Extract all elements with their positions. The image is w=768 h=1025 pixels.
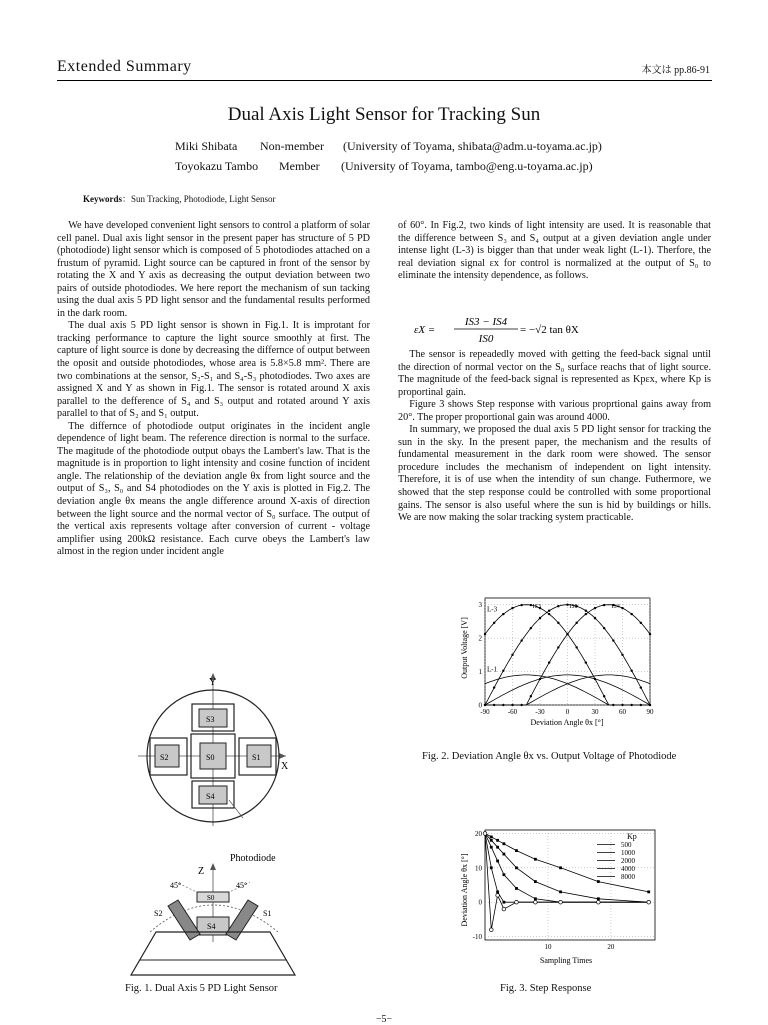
- fig2-chart: [455, 590, 675, 730]
- data-point: [612, 639, 614, 641]
- data-point: [597, 897, 600, 900]
- data-point: [557, 646, 559, 648]
- data-point: [489, 928, 493, 932]
- y-tick-label: 1: [478, 668, 482, 677]
- data-point: [515, 887, 518, 890]
- keywords: [83, 192, 276, 205]
- paragraph: Figure 3 shows Step response with various proprtional gains away from 20°. The proper proportional gain was around 4000.: [398, 399, 711, 423]
- author-1: [0, 139, 768, 155]
- label-is4: IS4: [611, 604, 620, 611]
- data-point: [490, 846, 493, 849]
- angle-right-label: 45°: [236, 881, 248, 890]
- eq-numerator: IS3 − IS4: [464, 316, 508, 328]
- data-point: [630, 613, 632, 615]
- page-number: −5−: [375, 1014, 393, 1025]
- paragraph: The sensor is repeadedly moved with getting the feed-back signal until the direction of normal vector on the S₀ surface reachs that of light source. The magnitude of the feed-back signal is represented as Kpεx, where Kp is proportinal gain.: [398, 349, 711, 398]
- data-point: [502, 669, 504, 671]
- data-point: [484, 633, 486, 635]
- data-point: [502, 873, 505, 876]
- y-tick-label: -10: [472, 933, 482, 942]
- x-tick-label: 20: [607, 943, 615, 951]
- z-axis-arrow: [210, 863, 216, 870]
- x-tick-label: -30: [535, 708, 545, 716]
- pd-s2-side: [168, 900, 200, 940]
- x-tick-label: 90: [646, 708, 654, 716]
- data-point: [502, 853, 505, 856]
- axis-label-z: Z: [198, 866, 205, 877]
- author-affil: (University of Toyama, shibata@adm.u-toyama.ac.jp): [343, 139, 602, 153]
- data-point: [630, 669, 632, 671]
- axis-label-y: Y: [209, 677, 217, 688]
- data-point: [649, 633, 651, 635]
- paragraph: The dual axis 5 PD light sensor is shown in Fig.1. It is improtant for tracking performance to capture the light source smoothly at first. The capture of light source is done by decreasing the differnce of output between the oposit and outside photodiodes, whose area is 5.8×5.8 mm². There are two combinations at the sensor, S₂-S₁ and S₄-S₃ photodiodes. Two axes are assigned X and Y as shown in Fig.1. The sensor is rotated around X axis parallel to the defference of S₄ and S₃ output and rotated around Y axis parallel to that of S₂ and S₁ output.: [57, 320, 370, 420]
- data-point: [490, 839, 493, 842]
- fig3-xlabel: Sampling Times: [539, 956, 593, 965]
- author-name: Toyokazu Tambo: [175, 159, 259, 173]
- eq-rhs: = −√2 tan θX: [520, 324, 579, 336]
- fig2-xlabel: Deviation Angle θx [°]: [530, 718, 604, 727]
- label-s3: S3: [206, 715, 215, 724]
- y-tick-label: 2: [478, 634, 482, 643]
- data-point: [559, 890, 562, 893]
- x-tick-label: 0: [565, 708, 570, 716]
- data-point: [490, 866, 493, 869]
- data-point: [585, 610, 587, 612]
- data-point: [548, 661, 550, 663]
- legend-label: 1000: [621, 849, 635, 857]
- data-point: [502, 901, 505, 904]
- author-name: Miki Shibata: [175, 139, 238, 153]
- legend-title: Kp: [627, 832, 637, 841]
- y-tick-label: 0: [478, 898, 482, 907]
- data-point: [520, 604, 522, 606]
- equation-svg: [412, 312, 592, 346]
- data-point: [534, 880, 537, 883]
- data-point: [597, 880, 600, 883]
- data-point: [557, 622, 559, 624]
- legend-label: 500: [621, 841, 632, 849]
- data-point: [496, 860, 499, 863]
- data-point: [621, 607, 623, 609]
- data-point: [557, 605, 559, 607]
- fig3-ylabel: Deviation Angle θx [°]: [460, 853, 469, 927]
- label-is0: IS0: [569, 604, 578, 611]
- data-point: [483, 832, 487, 836]
- label-s4-side: S4: [207, 922, 216, 931]
- header-left: Extended Summary: [57, 58, 192, 75]
- author-affil: (University of Toyama, tambo@eng.u-toyama.ac.jp): [341, 159, 593, 173]
- data-point: [575, 622, 577, 624]
- data-point: [597, 900, 601, 904]
- eq-lhs: εX =: [414, 324, 436, 336]
- right-column-bottom: [398, 349, 711, 525]
- label-s0: S0: [206, 753, 215, 762]
- data-point: [530, 695, 532, 697]
- angle-left-label: 45°: [170, 881, 182, 890]
- eq-denominator: IS0: [478, 333, 494, 345]
- data-point: [502, 842, 505, 845]
- data-point: [493, 686, 495, 688]
- label-s4: S4: [206, 792, 215, 801]
- keywords-label: Keywords: [83, 194, 122, 204]
- data-point: [640, 686, 642, 688]
- data-point: [511, 607, 513, 609]
- data-point: [548, 613, 550, 615]
- label-l3: L-3: [487, 605, 498, 614]
- data-point: [496, 890, 499, 893]
- keywords-sep: ：: [122, 194, 132, 204]
- data-point: [534, 897, 537, 900]
- fig3-plot-area: [473, 830, 655, 951]
- label-s2: S2: [160, 753, 169, 762]
- data-point: [520, 639, 522, 641]
- data-point: [502, 613, 504, 615]
- data-point: [585, 661, 587, 663]
- keywords-text: Sun Tracking, Photodiode, Light Sensor: [131, 194, 276, 204]
- data-point: [603, 695, 605, 697]
- x-tick-label: -60: [507, 708, 518, 716]
- data-point: [621, 654, 623, 656]
- data-point: [530, 627, 532, 629]
- data-point: [534, 900, 538, 904]
- x-tick-label: -90: [480, 708, 490, 716]
- fig2-ylabel: Output Voltage [V]: [460, 617, 469, 679]
- label-s1-side: S1: [263, 909, 272, 918]
- data-point: [640, 622, 642, 624]
- y-tick-label: 10: [475, 864, 482, 873]
- data-point: [496, 894, 500, 898]
- paragraph: The differnce of photodiode output originates in the incident angle dependence of light beam. The reference direction is normal to the surface. The magitude of the photodiode output obays the Lambert's law. That is the magnitude is in proportion to light intensity and cosine function of incident angle. The relationship of the deviation angle θx from light source and the output of S₃, S₀ and S4 photodiodes on the Y axis is plotted in Fig.2. The deviation angle θx means the angle difference around X-axis of direction between the light source and the normal vector of S₀ surface. The output of the vertical axis represents voltage after conversion of current - voltage amplifier using 200kΩ resistance. Each curve obeys the Lambert's law almost in the region under incident angle: [57, 420, 370, 558]
- data-point: [566, 633, 568, 635]
- label-l1: L-1: [487, 665, 498, 674]
- x-axis-arrow: [279, 753, 286, 759]
- data-point: [575, 646, 577, 648]
- y-tick-label: 20: [475, 829, 482, 838]
- x-tick-label: 30: [591, 708, 599, 716]
- fig3-chart: [455, 820, 677, 970]
- data-point: [603, 627, 605, 629]
- data-point: [594, 607, 596, 609]
- author-2: [0, 159, 768, 175]
- data-point: [496, 846, 499, 849]
- left-column: [57, 220, 370, 559]
- axis-label-x: X: [281, 761, 289, 772]
- label-is3: IS3: [532, 604, 542, 611]
- paragraph: In summary, we proposed the dual axis 5 PD light sensor for tracking the sun in the sky. In the present paper, the mechanism and the results of fundamental measurement in the dark room were showed. The sensor procedure includes the mechanism of independent on light intensity. Therefore, it is of use when the intendity of sun change. Futhermore, we showed that the step response could be controlled with some proportional gains. The sensor is also useful where the sun is hid by buildings or hills. We are now making the solar tracking system practicable.: [398, 424, 711, 524]
- data-point: [515, 849, 518, 852]
- data-point: [548, 610, 550, 612]
- paragraph: of 60°. In Fig.2, two kinds of light intensity are used. It is reasonable that the difference between S₃ and S₄ output at a given deviation angle under intense light (L-3) is bigger than that under weak light (L-1). Therfore, the real deviation signal εx for control is normalized at the output of S₀ to eliminate the intensity dependence, as follows.: [398, 220, 711, 282]
- data-point: [559, 900, 563, 904]
- data-point: [603, 604, 605, 606]
- data-point: [594, 617, 596, 619]
- fig3-caption: Fig. 3. Step Response: [500, 983, 592, 994]
- fig1-sensor-diagram: [128, 670, 318, 985]
- data-point: [585, 613, 587, 615]
- data-point: [490, 835, 493, 838]
- page-header: [57, 58, 712, 81]
- photodiode-callout-line: [229, 800, 243, 818]
- label-s0-side: S0: [207, 894, 215, 902]
- author-role: Member: [279, 159, 320, 173]
- pd-s1-side: [226, 900, 258, 940]
- x-tick-label: 10: [544, 943, 552, 951]
- data-point: [493, 622, 495, 624]
- data-point: [647, 890, 650, 893]
- data-point: [539, 617, 541, 619]
- data-point: [496, 839, 499, 842]
- legend-label: 4000: [621, 865, 635, 873]
- label-s2-side: S2: [154, 909, 163, 918]
- right-column-top: [398, 220, 711, 283]
- label-s1: S1: [252, 753, 261, 762]
- data-point: [534, 858, 537, 861]
- fig1-caption: Fig. 1. Dual Axis 5 PD Light Sensor: [125, 983, 278, 994]
- y-tick-label: 0: [478, 701, 482, 710]
- data-point: [515, 900, 519, 904]
- data-point: [566, 603, 568, 605]
- legend-label: 2000: [621, 857, 635, 865]
- paper-title: Dual Axis Light Sensor for Tracking Sun: [227, 104, 541, 125]
- y-tick-label: 3: [478, 601, 482, 610]
- data-point: [559, 866, 562, 869]
- fig2-plot-area: [479, 598, 655, 716]
- photodiode-label: Photodiode: [230, 853, 276, 864]
- data-point: [511, 654, 513, 656]
- data-point: [502, 907, 506, 911]
- paragraph: We have developed convenient light sensors to control a platform of solar cell panel. Dual axis light sensor in the present paper has structure of 5 PD (photodiode) light sensor which is composed of 5 photodiodes attached on a frustum of pyramid. Light source can be captured in front of the sensor by rotating the X and Y axis as decreasing the output deviation between two pairs of outside photodiodes. We here report the mechanism of sun tacking using the dual axis 5 PD light sensor and the fundamental results performed in the dark room.: [57, 220, 370, 319]
- header-right: 本文は pp.86-91: [641, 65, 710, 76]
- data-point: [515, 866, 518, 869]
- author-role: Non-member: [260, 139, 324, 153]
- x-tick-label: 60: [619, 708, 626, 716]
- equation: [412, 312, 592, 346]
- legend-label: 8000: [621, 873, 635, 881]
- fig2-caption: Fig. 2. Deviation Angle θx vs. Output Voltage of Photodiode: [422, 751, 677, 762]
- data-point: [647, 900, 651, 904]
